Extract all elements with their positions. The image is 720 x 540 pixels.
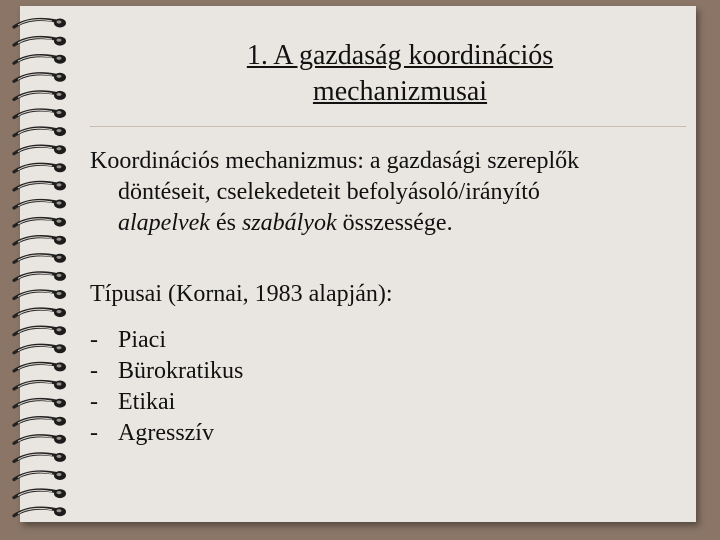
title-line-1: 1. A gazdaság koordinációs bbox=[246, 40, 554, 71]
list-dash: - bbox=[90, 358, 98, 384]
spiral-ring bbox=[14, 453, 66, 462]
list-item bbox=[90, 325, 243, 356]
spiral-ring bbox=[14, 399, 66, 408]
list-dash: - bbox=[90, 389, 98, 415]
spiral-ring bbox=[14, 218, 66, 227]
spiral-ring bbox=[14, 507, 66, 516]
spiral-ring bbox=[14, 381, 66, 390]
spiral-ring bbox=[14, 272, 66, 281]
spiral-ring bbox=[14, 127, 66, 136]
types-list bbox=[90, 325, 243, 449]
list-item-label: Etikai bbox=[118, 389, 176, 415]
spiral-ring bbox=[14, 163, 66, 172]
definition-line-1: Koordinációs mechanizmus: a gazdasági szereplők bbox=[90, 148, 580, 174]
definition-line-2: döntéseit, cselekedeteit befolyásoló/irányító bbox=[118, 179, 540, 205]
spiral-ring bbox=[14, 362, 66, 371]
list-item bbox=[90, 356, 243, 387]
title-divider bbox=[90, 126, 686, 127]
definition-paragraph bbox=[90, 146, 680, 239]
slide-title bbox=[150, 38, 650, 110]
spiral-ring bbox=[14, 200, 66, 209]
spiral-ring bbox=[14, 489, 66, 498]
types-heading: Típusai (Kornai, 1983 alapján): bbox=[90, 281, 393, 307]
spiral-ring bbox=[14, 344, 66, 353]
list-item-label: Piaci bbox=[118, 327, 166, 353]
spiral-binding-icon bbox=[0, 14, 80, 524]
spiral-ring bbox=[14, 471, 66, 480]
spiral-ring bbox=[14, 109, 66, 118]
spiral-ring bbox=[14, 435, 66, 444]
definition-end: összessége. bbox=[336, 210, 453, 236]
list-dash: - bbox=[90, 327, 98, 353]
list-item bbox=[90, 418, 243, 449]
term-alapelvek: alapelvek bbox=[118, 210, 210, 236]
spiral-ring bbox=[14, 254, 66, 263]
list-dash: - bbox=[90, 420, 98, 446]
definition-line-3 bbox=[90, 208, 680, 239]
term-szabalyok: szabályok bbox=[241, 210, 337, 236]
spiral-ring bbox=[14, 308, 66, 317]
spiral-ring bbox=[14, 73, 66, 82]
spiral-ring bbox=[14, 37, 66, 46]
title-line-2: mechanizmusai bbox=[312, 76, 488, 107]
spiral-ring bbox=[14, 326, 66, 335]
spiral-ring bbox=[14, 19, 66, 28]
spiral-ring bbox=[14, 417, 66, 426]
spiral-ring bbox=[14, 236, 66, 245]
list-item bbox=[90, 387, 243, 418]
spiral-ring bbox=[14, 91, 66, 100]
list-item-label: Bürokratikus bbox=[118, 358, 244, 384]
spiral-ring bbox=[14, 181, 66, 190]
conjunction: és bbox=[209, 210, 242, 236]
spiral-ring bbox=[14, 290, 66, 299]
spiral-ring bbox=[14, 55, 66, 64]
list-item-label: Agresszív bbox=[118, 420, 214, 446]
spiral-ring bbox=[14, 145, 66, 154]
